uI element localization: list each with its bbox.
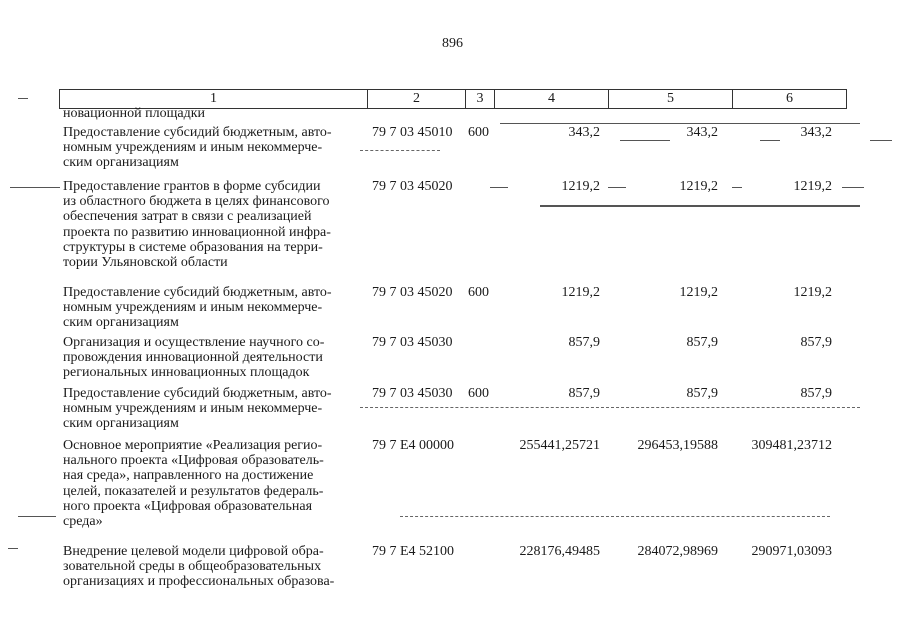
classification-code: 79 7 E4 52100 <box>372 544 455 559</box>
description-line: Предоставление субсидий бюджетным, авто- <box>63 386 332 401</box>
description-line: среда» <box>63 514 103 530</box>
classification-code: 79 7 03 45020 <box>372 179 453 194</box>
header-col-6: 6 <box>733 90 847 109</box>
description-line: провождения инновационной деятельности <box>63 350 323 366</box>
value-col-6: 290971,03093 <box>751 544 832 559</box>
row-description <box>63 285 359 331</box>
value-col-4: 857,9 <box>568 386 600 401</box>
scan-artifact-line <box>490 187 508 188</box>
scan-artifact-line <box>870 140 892 141</box>
description-line: Предоставление субсидий бюджетным, авто- <box>63 285 332 300</box>
row-description <box>63 438 359 529</box>
value-col-6: 857,9 <box>800 386 832 401</box>
header-col-1: 1 <box>60 90 368 109</box>
scan-artifact-line <box>8 548 18 549</box>
scan-artifact-line <box>500 123 860 124</box>
scan-artifact-line <box>360 407 860 409</box>
value-col-4: 1219,2 <box>561 179 600 194</box>
value-col-6: 1219,2 <box>793 179 832 194</box>
value-col-5: 296453,19588 <box>637 438 718 453</box>
description-line: номным учреждениям и иным некоммерче- <box>63 401 323 417</box>
description-line: ного проекта «Цифровая образовательная <box>63 498 313 514</box>
value-col-4: 255441,25721 <box>519 438 600 453</box>
description-line: целей, показателей и результатов федераль- <box>63 483 324 499</box>
description-line: из областного бюджета в целях финансового <box>63 194 330 210</box>
scan-artifact-line <box>620 140 670 141</box>
description-line: ная среда», направленного на достижение <box>63 468 314 484</box>
value-col-5: 1219,2 <box>679 285 718 300</box>
description-line: структуры в системе образования на терри- <box>63 239 323 255</box>
continuation-text: новационной площадки <box>63 106 205 121</box>
scan-artifact-line <box>360 150 440 152</box>
scan-artifact-line <box>10 187 60 188</box>
row-description <box>63 544 359 590</box>
value-col-5: 1219,2 <box>679 179 718 194</box>
header-col-2: 2 <box>368 90 466 109</box>
description-line: Организация и осуществление научного со- <box>63 335 325 350</box>
classification-code: 79 7 03 45030 <box>372 335 453 350</box>
description-line: ским организациям <box>63 155 179 171</box>
description-line: тории Ульяновской области <box>63 255 228 271</box>
value-col-6: 309481,23712 <box>751 438 832 453</box>
row-description <box>63 335 359 381</box>
classification-code: 79 7 E4 00000 <box>372 438 455 453</box>
description-line: региональных инновационных площадок <box>63 365 310 381</box>
page-number: 896 <box>442 36 463 51</box>
description-line: обеспечения затрат в связи с реализацией <box>63 209 312 225</box>
classification-code: 79 7 03 45010 <box>372 125 453 140</box>
scan-artifact-line <box>842 187 864 188</box>
scan-artifact-line <box>18 98 28 99</box>
scan-artifact-line <box>400 516 830 518</box>
value-col-5: 284072,98969 <box>637 544 718 559</box>
value-col-6: 857,9 <box>800 335 832 350</box>
description-line: Предоставление грантов в форме субсидии <box>63 179 321 194</box>
header-col-4: 4 <box>495 90 609 109</box>
scan-artifact-line <box>760 140 780 141</box>
value-col-6: 343,2 <box>800 125 832 140</box>
value-col-4: 1219,2 <box>561 285 600 300</box>
description-line: проекта по развитию инновационной инфра- <box>63 224 331 240</box>
value-col-4: 343,2 <box>568 125 600 140</box>
scan-artifact-line <box>732 187 742 188</box>
description-line: Основное мероприятие «Реализация регио- <box>63 438 323 453</box>
value-col-5: 857,9 <box>686 386 718 401</box>
header-col-5: 5 <box>609 90 733 109</box>
expense-type-code: 600 <box>468 285 489 300</box>
description-line: номным учреждениям и иным некоммерче- <box>63 300 323 316</box>
description-line: Предоставление субсидий бюджетным, авто- <box>63 125 332 140</box>
description-line: Внедрение целевой модели цифровой обра- <box>63 544 324 559</box>
expense-type-code: 600 <box>468 386 489 401</box>
row-description <box>63 125 359 171</box>
scan-artifact-line <box>608 187 626 188</box>
expense-type-code: 600 <box>468 125 489 140</box>
description-line: ским организациям <box>63 416 179 432</box>
row-description <box>63 179 359 270</box>
classification-code: 79 7 03 45020 <box>372 285 453 300</box>
description-line: зовательной среды в общеобразовательных <box>63 559 322 575</box>
scan-artifact-line <box>540 205 860 207</box>
header-col-3: 3 <box>466 90 495 109</box>
value-col-6: 1219,2 <box>793 285 832 300</box>
description-line: нального проекта «Цифровая образователь- <box>63 453 324 469</box>
row-description <box>63 386 359 432</box>
description-line: организациях и профессиональных образова- <box>63 574 335 590</box>
description-line: номным учреждениям и иным некоммерче- <box>63 140 323 156</box>
classification-code: 79 7 03 45030 <box>372 386 453 401</box>
description-line: ским организациям <box>63 315 179 331</box>
value-col-4: 228176,49485 <box>519 544 600 559</box>
value-col-5: 857,9 <box>686 335 718 350</box>
scan-artifact-line <box>18 516 56 517</box>
value-col-5: 343,2 <box>686 125 718 140</box>
value-col-4: 857,9 <box>568 335 600 350</box>
